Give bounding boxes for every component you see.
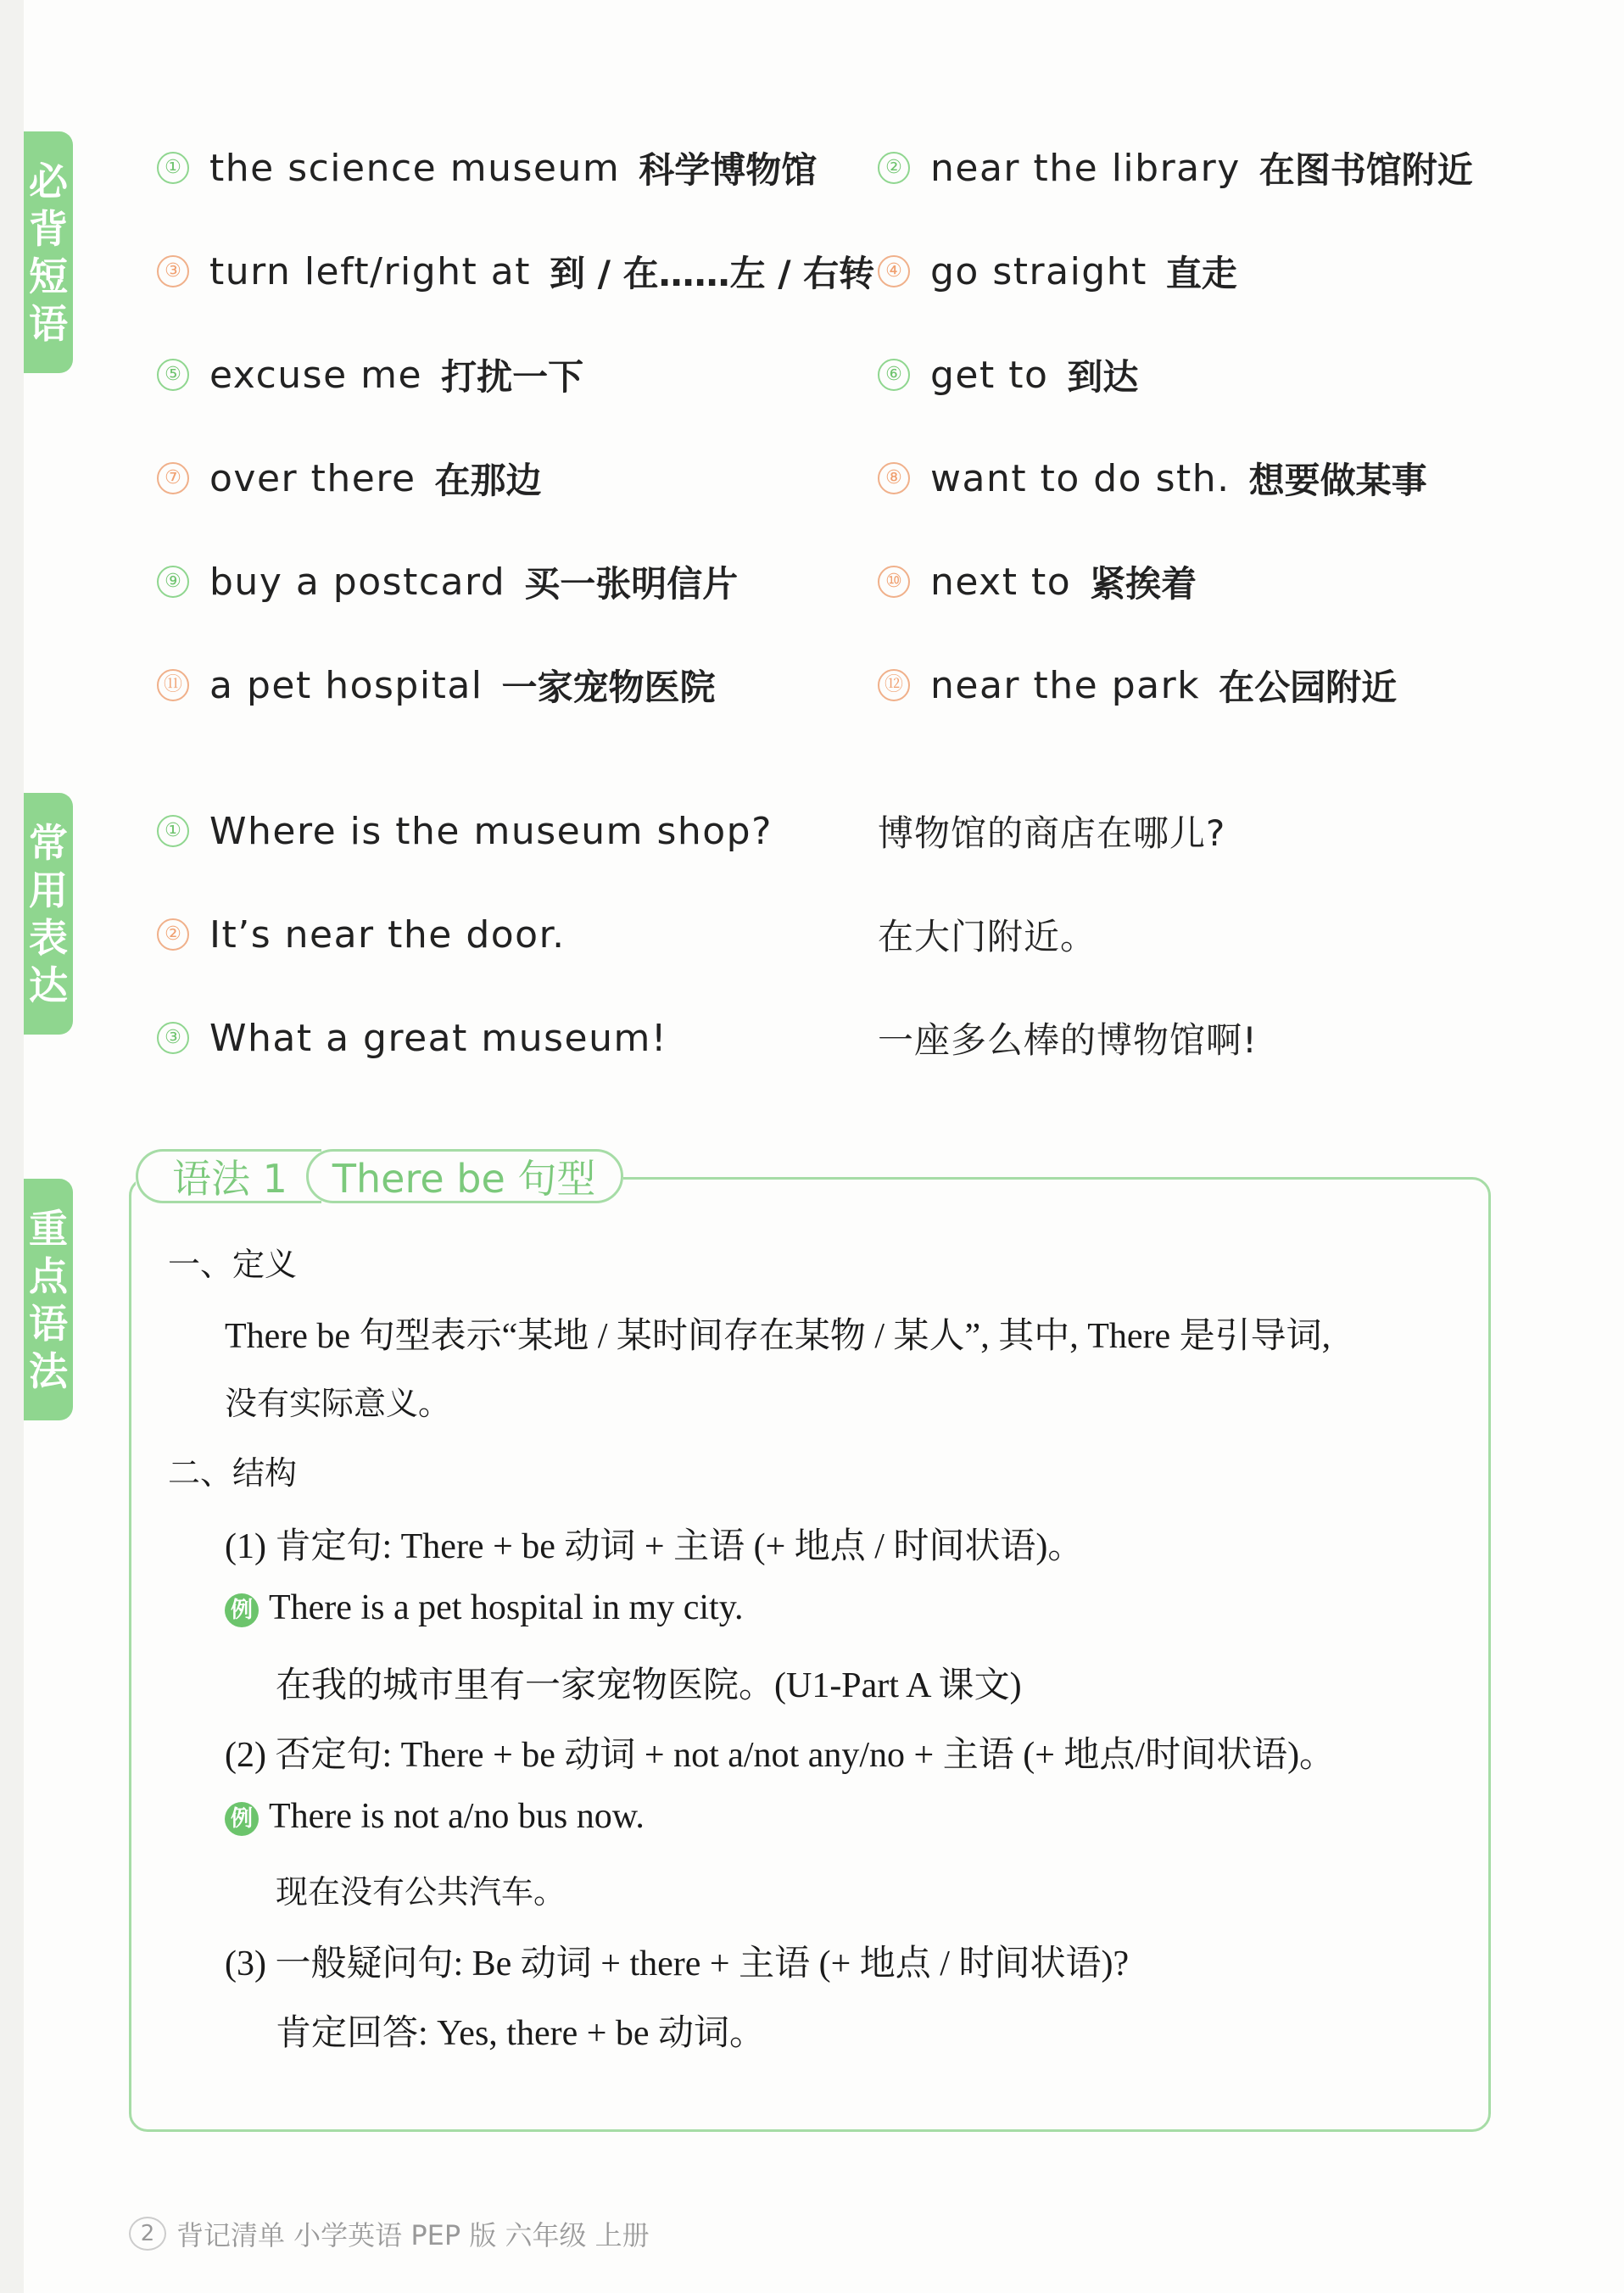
phrase-en: excuse me bbox=[209, 353, 423, 397]
phrase-en: near the park bbox=[930, 663, 1201, 707]
phrase-row bbox=[0, 656, 1624, 715]
definition-line: There be 句型表示“某地 / 某时间存在某物 / 某人”, 其中, There 是引导词, bbox=[225, 1317, 1331, 1356]
phrase-en: over there bbox=[209, 456, 416, 500]
phrase-zh: 到 / 在……左 / 右转 bbox=[550, 253, 875, 294]
phrase-zh: 在那边 bbox=[434, 460, 542, 501]
phrase-en: buy a postcard bbox=[209, 560, 506, 604]
expression-en: What a great museum! bbox=[209, 1016, 667, 1060]
structure-negative: (2) 否定句: There + be 动词 + not a/not any/no + 主语 (+ 地点/时间状语)。 bbox=[225, 1736, 1336, 1775]
phrase-row bbox=[0, 449, 1624, 508]
example-line bbox=[225, 1796, 645, 1837]
phrase-en: near the library bbox=[930, 146, 1241, 190]
grammar-label: 语法 1 bbox=[136, 1149, 321, 1203]
phrase-zh: 想要做某事 bbox=[1248, 460, 1427, 501]
expression-item bbox=[157, 905, 566, 964]
phrase-number: ⑪ bbox=[157, 669, 189, 701]
phrase-number: ⑦ bbox=[157, 462, 189, 494]
phrase-item bbox=[878, 552, 1197, 611]
expression-row bbox=[0, 1008, 1624, 1068]
example-en: There is a pet hospital in my city. bbox=[269, 1588, 744, 1627]
phrase-item bbox=[157, 345, 583, 404]
phrase-zh: 紧挨着 bbox=[1090, 563, 1197, 605]
phrase-row bbox=[0, 552, 1624, 611]
expression-item bbox=[157, 801, 773, 861]
phrase-item bbox=[878, 138, 1473, 198]
phrase-item bbox=[157, 138, 817, 198]
example-badge: 例 bbox=[225, 1593, 259, 1627]
structure-heading: 二、结构 bbox=[168, 1454, 298, 1492]
example-en: There is not a/no bus now. bbox=[269, 1797, 645, 1836]
page-number: 2 bbox=[129, 2217, 166, 2251]
example-badge: 例 bbox=[225, 1802, 259, 1836]
expression-zh: 博物馆的商店在哪儿? bbox=[878, 812, 1226, 854]
phrase-en: the science museum bbox=[209, 146, 621, 190]
phrase-zh: 一家宠物医院 bbox=[501, 667, 716, 708]
grammar-title bbox=[136, 1150, 623, 1202]
phrase-zh: 打扰一下 bbox=[441, 356, 584, 398]
phrase-en: next to bbox=[930, 560, 1072, 604]
phrase-item bbox=[878, 656, 1397, 715]
expression-item bbox=[157, 1008, 667, 1068]
phrase-number: ⑩ bbox=[878, 566, 910, 598]
phrase-en: a pet hospital bbox=[209, 663, 483, 707]
phrase-item bbox=[878, 242, 1237, 301]
expression-number: ② bbox=[157, 918, 189, 951]
structure-answer: 肯定回答: Yes, there + be 动词。 bbox=[276, 2014, 766, 2053]
example-zh: 现在没有公共汽车。 bbox=[276, 1873, 566, 1911]
phrase-row bbox=[0, 345, 1624, 404]
expression-item bbox=[878, 905, 1097, 964]
phrase-item bbox=[157, 552, 738, 611]
phrase-number: ② bbox=[878, 152, 910, 184]
structure-question: (3) 一般疑问句: Be 动词 + there + 主语 (+ 地点 / 时间状语)? bbox=[225, 1944, 1130, 1983]
phrase-number: ⑤ bbox=[157, 359, 189, 391]
phrase-number: ⑧ bbox=[878, 462, 910, 494]
phrase-en: turn left/right at bbox=[209, 249, 531, 293]
phrase-item bbox=[878, 449, 1427, 508]
expression-zh: 在大门附近。 bbox=[878, 916, 1097, 957]
tab-grammar[interactable]: 重 点 语 法 bbox=[24, 1179, 73, 1420]
phrase-zh: 在公园附近 bbox=[1219, 667, 1398, 708]
phrase-number: ④ bbox=[878, 255, 910, 287]
phrase-number: ③ bbox=[157, 255, 189, 287]
grammar-name: There be 句型 bbox=[306, 1149, 624, 1203]
phrase-zh: 买一张明信片 bbox=[524, 563, 739, 605]
structure-affirmative: (1) 肯定句: There + be 动词 + 主语 (+ 地点 / 时间状语)。 bbox=[225, 1527, 1084, 1566]
expression-en: Where is the museum shop? bbox=[209, 809, 773, 853]
phrase-number: ⑨ bbox=[157, 566, 189, 598]
expression-row bbox=[0, 905, 1624, 964]
expression-item bbox=[878, 1008, 1258, 1068]
phrase-zh: 直走 bbox=[1165, 253, 1237, 294]
phrase-row bbox=[0, 138, 1624, 198]
phrase-zh: 在图书馆附近 bbox=[1258, 149, 1473, 191]
expression-row bbox=[0, 801, 1624, 861]
phrase-item bbox=[157, 449, 542, 508]
definition-line: 没有实际意义。 bbox=[225, 1385, 451, 1422]
expression-number: ① bbox=[157, 815, 189, 847]
page-footer bbox=[129, 2215, 650, 2252]
tab-phrases[interactable]: 必 背 短 语 bbox=[24, 131, 73, 373]
phrase-en: get to bbox=[930, 353, 1049, 397]
tab-expressions[interactable]: 常 用 表 达 bbox=[24, 793, 73, 1035]
expression-en: It’s near the door. bbox=[209, 912, 566, 957]
phrase-item bbox=[157, 242, 874, 301]
phrase-en: want to do sth. bbox=[930, 456, 1231, 500]
phrase-zh: 到达 bbox=[1067, 356, 1139, 398]
phrase-en: go straight bbox=[930, 249, 1147, 293]
footer-text: 背记清单 小学英语 PEP 版 六年级 上册 bbox=[176, 2219, 650, 2251]
definition-heading: 一、定义 bbox=[168, 1246, 298, 1283]
phrase-item bbox=[157, 656, 716, 715]
page-edge bbox=[0, 0, 24, 2293]
expression-zh: 一座多么棒的博物馆啊! bbox=[878, 1019, 1258, 1061]
phrase-number: ⑥ bbox=[878, 359, 910, 391]
example-zh: 在我的城市里有一家宠物医院。(U1-Part A 课文) bbox=[276, 1666, 1022, 1705]
phrase-number: ① bbox=[157, 152, 189, 184]
expression-item bbox=[878, 801, 1225, 861]
expression-number: ③ bbox=[157, 1022, 189, 1054]
phrase-item bbox=[878, 345, 1138, 404]
phrase-zh: 科学博物馆 bbox=[639, 149, 818, 191]
example-line bbox=[225, 1587, 743, 1628]
phrase-row bbox=[0, 242, 1624, 301]
phrase-number: ⑫ bbox=[878, 669, 910, 701]
